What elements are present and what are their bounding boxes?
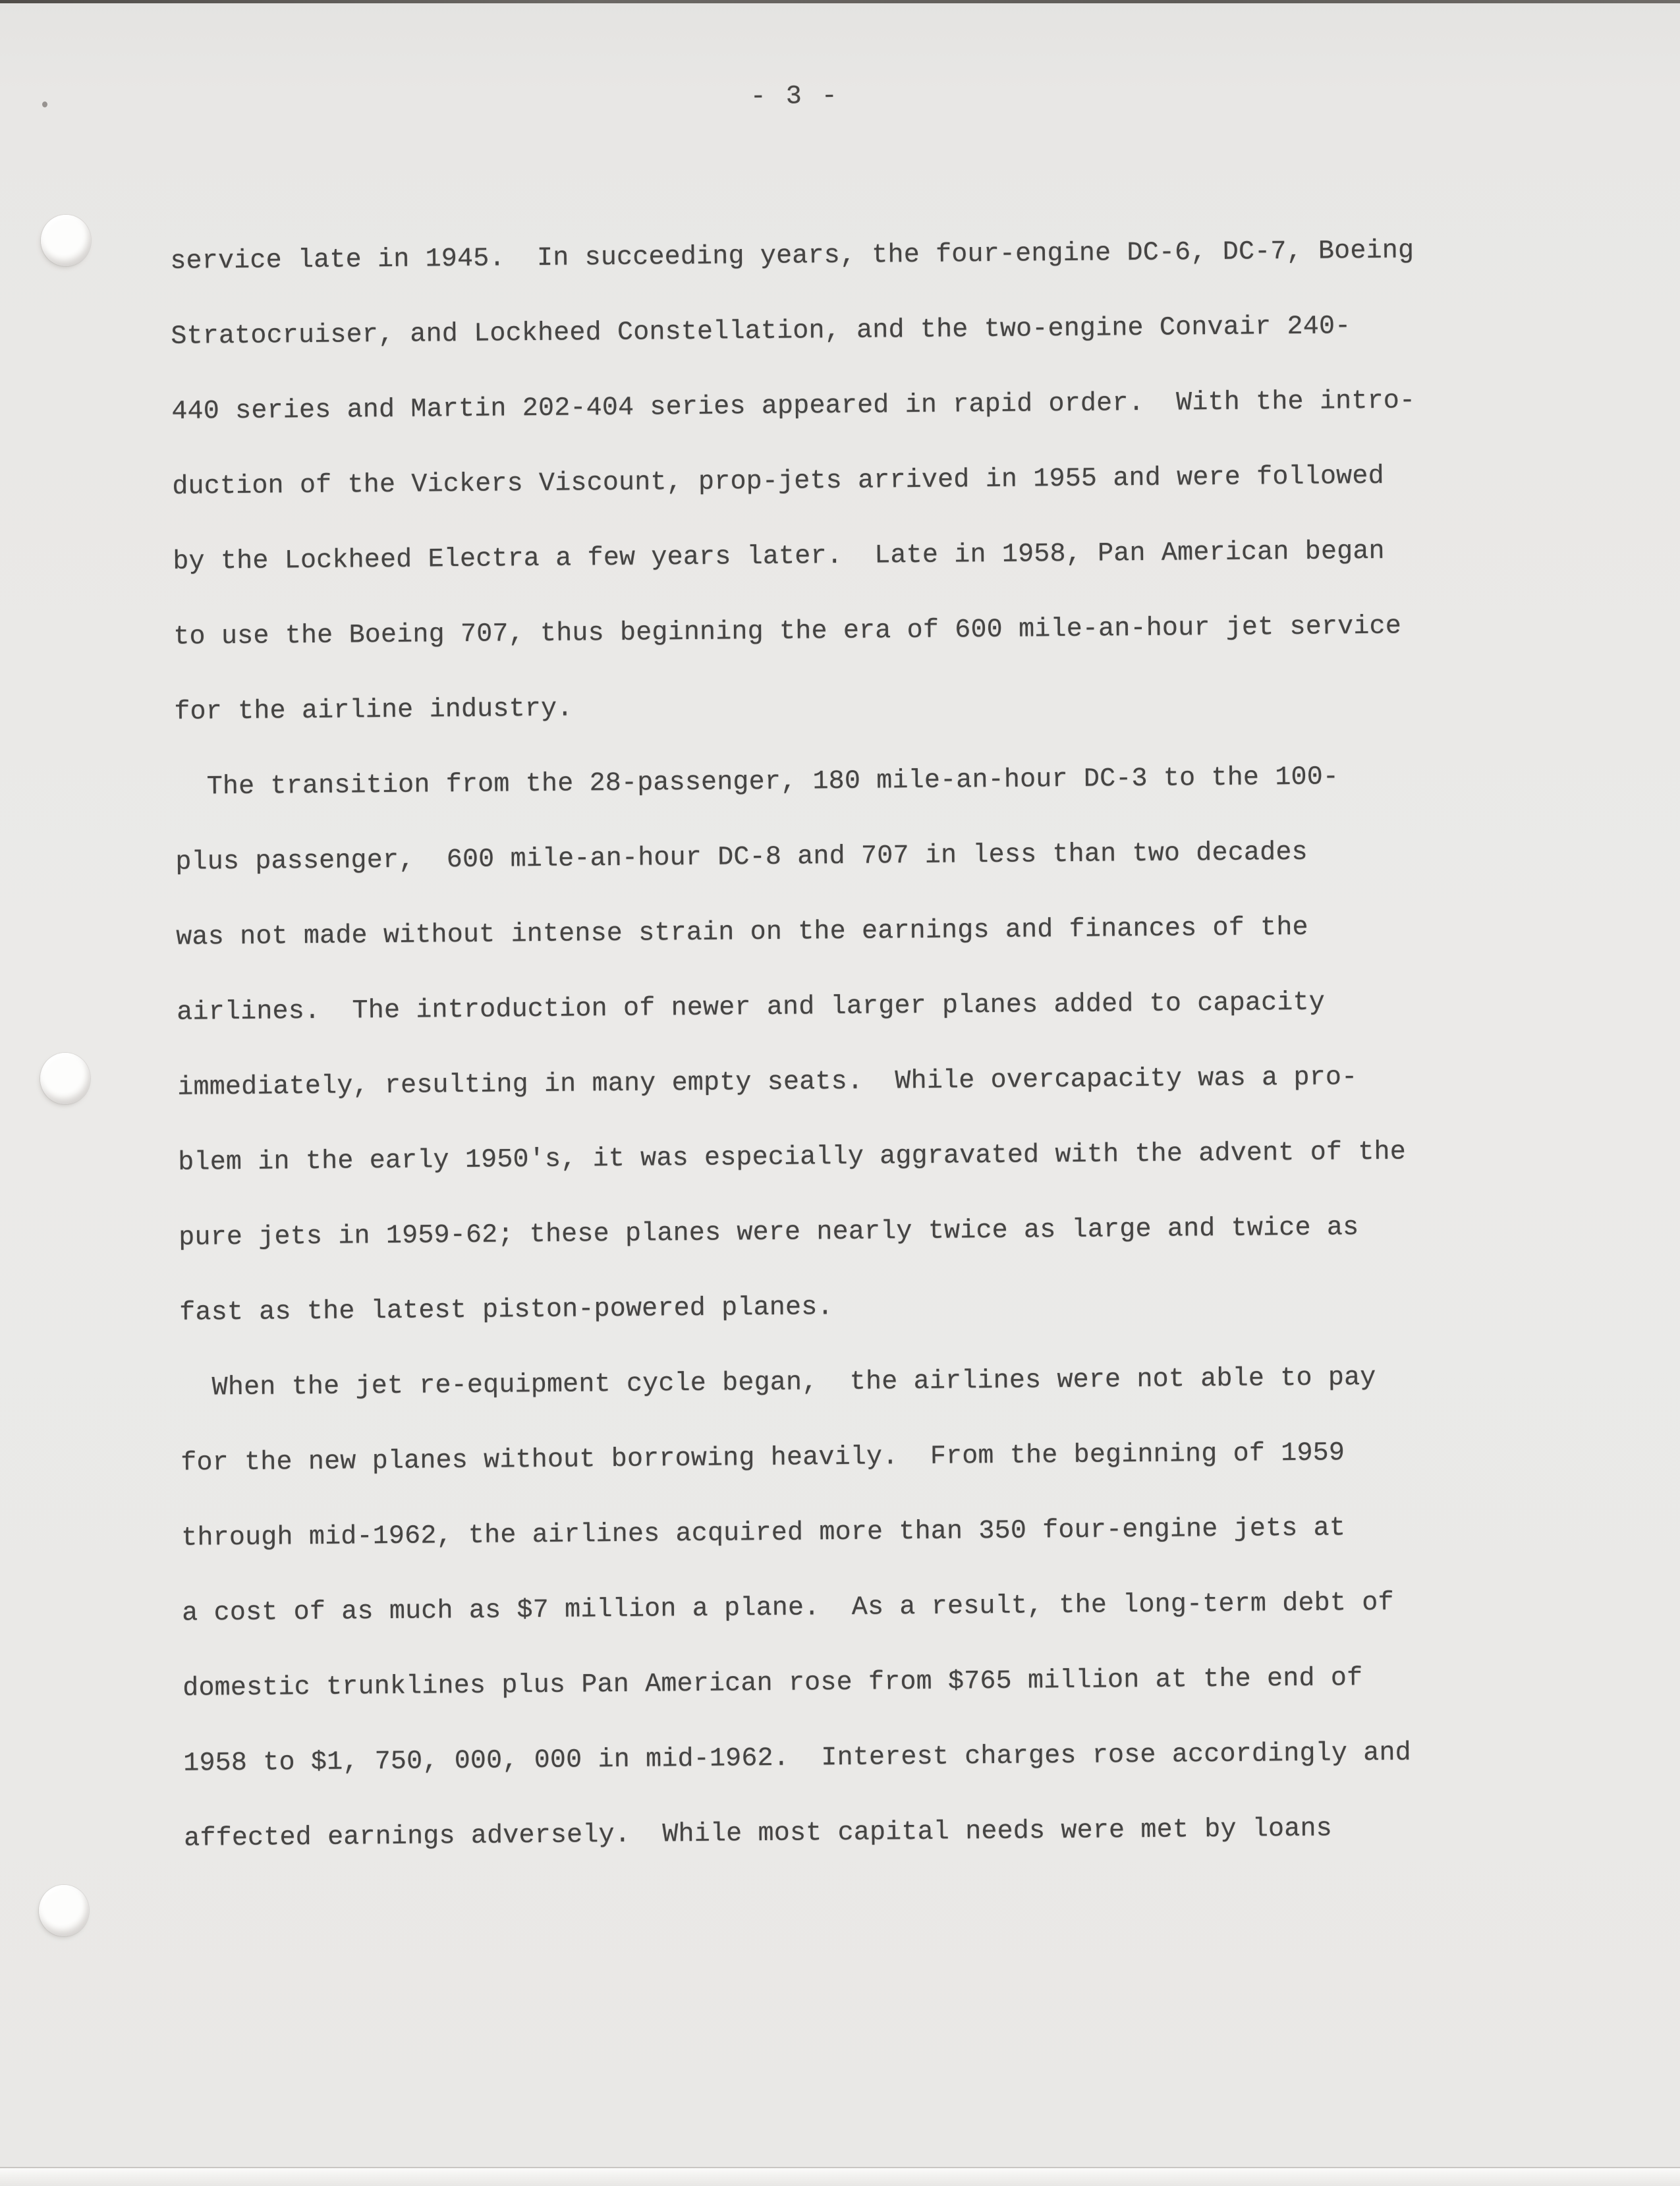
text-line: When the jet re-equipment cycle began, the airlines were not able to pay	[180, 1362, 1376, 1403]
text-line: plus passenger, 600 mile-an-hour DC-8 and 707 in less than two decades	[175, 837, 1308, 878]
document-body	[170, 213, 1535, 1877]
text-line: blem in the early 1950's, it was especially aggravated with the advent of the	[178, 1137, 1407, 1178]
text-line: duction of the Vickers Viscount, prop-jets arrived in 1955 and were followed	[172, 461, 1385, 502]
text-line: by the Lockheed Electra a few years later. Late in 1958, Pan American began	[173, 536, 1386, 577]
text-line: service late in 1945. In succeeding years, the four-engine DC-6, DC-7, Boeing	[170, 236, 1414, 277]
text-line: domestic trunklines plus Pan American rose from $765 million at the end of	[182, 1664, 1363, 1704]
paragraph-2	[175, 739, 1530, 1351]
text-line: a cost of as much as $7 million a plane. As a result, the long-term debt of	[182, 1588, 1394, 1629]
text-line: fast as the latest piston-powered planes.	[179, 1293, 833, 1328]
text-line: pure jets in 1959-62; these planes were nearly twice as large and twice as	[179, 1213, 1359, 1253]
text-line: was not made without intense strain on the earnings and finances of the	[176, 912, 1308, 953]
text-line: for the new planes without borrowing heavily. From the beginning of 1959	[181, 1438, 1345, 1478]
paragraph-1	[170, 213, 1525, 750]
paper-bottom-edge	[0, 2167, 1680, 2186]
page-number: - 3 -	[750, 81, 839, 113]
text-line: 440 series and Martin 202-404 series appeared in rapid order. With the intro-	[171, 386, 1416, 427]
text-line: 1958 to $1, 750, 000, 000 in mid-1962. Interest charges rose accordingly and	[183, 1738, 1412, 1779]
text-line: Stratocruiser, and Lockheed Constellation, and the two-engine Convair 240-	[171, 312, 1351, 352]
paragraph-3	[180, 1339, 1535, 1877]
text-line: airlines. The introduction of newer and larger planes added to capacity	[177, 988, 1326, 1028]
text-line: immediately, resulting in many empty seats. While overcapacity was a pro-	[177, 1063, 1358, 1103]
text-line: to use the Boeing 707, thus beginning the era of 600 mile-an-hour jet service	[173, 611, 1402, 652]
text-line: The transition from the 28-passenger, 180 mile-an-hour DC-3 to the 100-	[175, 762, 1339, 802]
text-line: affected earnings adversely. While most capital needs were met by loans	[184, 1814, 1333, 1854]
text-line: through mid-1962, the airlines acquired more than 350 four-engine jets at	[181, 1513, 1346, 1554]
text-line: for the airline industry.	[174, 694, 573, 727]
